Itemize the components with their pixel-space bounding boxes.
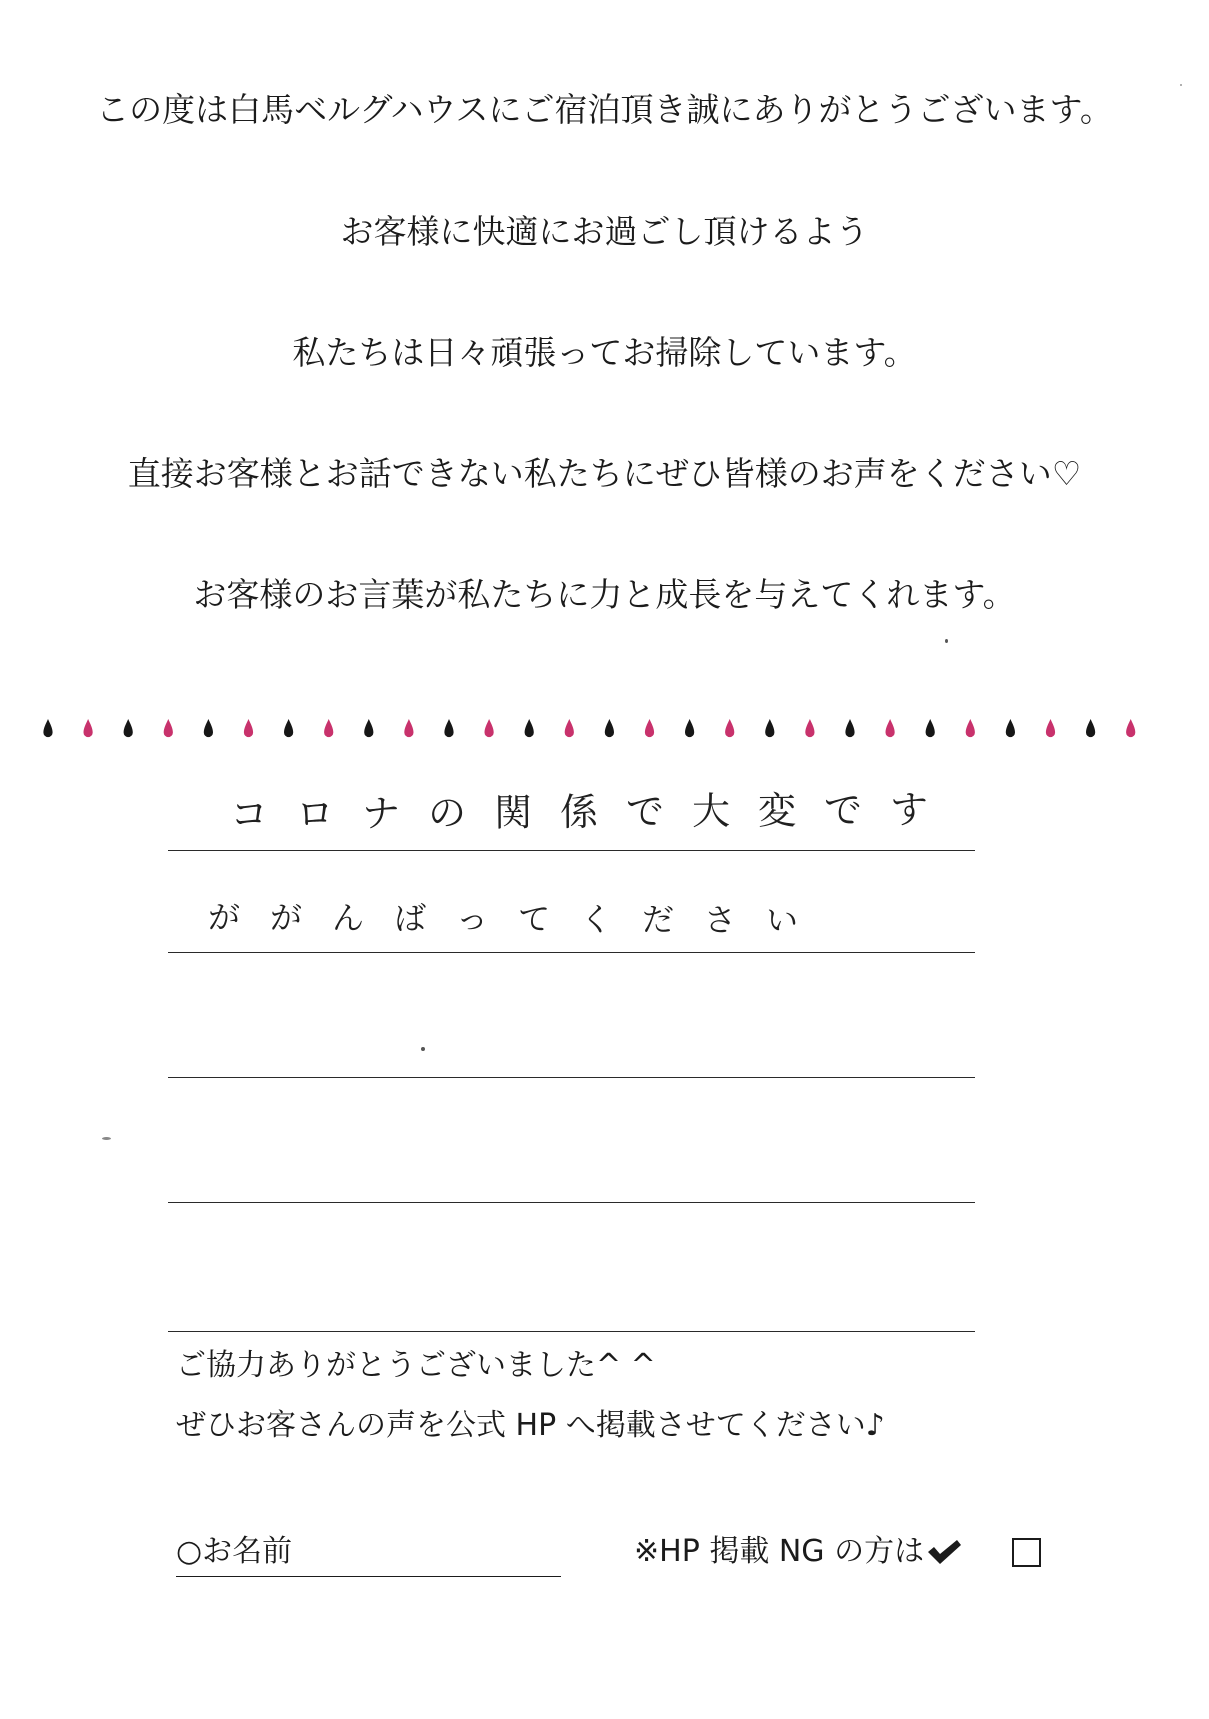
divider-dot bbox=[1086, 719, 1095, 737]
divider-dot bbox=[1126, 719, 1135, 737]
intro-line: この度は白馬ベルグハウスにご宿泊頂き誠にありがとうございます。 bbox=[96, 90, 1113, 129]
divider-dot bbox=[284, 719, 293, 737]
intro-line: 私たちは日々頑張ってお掃除しています。 bbox=[292, 333, 917, 372]
divider-dot bbox=[1006, 719, 1015, 737]
divider-dot bbox=[845, 719, 854, 737]
intro-line: お客様のお言葉が私たちに力と成長を与えてくれます。 bbox=[193, 575, 1016, 614]
dotted-divider bbox=[0, 716, 1209, 742]
divider-dot bbox=[765, 719, 774, 737]
handwritten-comment-line: コロナの関係で大変です bbox=[229, 787, 957, 837]
divider-dot bbox=[1046, 719, 1055, 737]
scan-speck bbox=[945, 639, 948, 643]
comment-writing-line bbox=[168, 1331, 975, 1332]
publish-request-message: ぜひお客さんの声を公式 HP へ掲載させてください♪ bbox=[176, 1408, 885, 1443]
divider-dot bbox=[926, 719, 935, 737]
divider-dot bbox=[244, 719, 253, 737]
comment-writing-line bbox=[168, 1202, 975, 1203]
divider-dot bbox=[124, 719, 133, 737]
divider-dot bbox=[164, 719, 173, 737]
divider-dot bbox=[886, 719, 895, 737]
hp-ng-checkbox[interactable] bbox=[1012, 1538, 1041, 1567]
divider-dot bbox=[645, 719, 654, 737]
divider-dot bbox=[364, 719, 373, 737]
hp-ng-label: ※HP 掲載 NG の方は bbox=[634, 1534, 925, 1569]
divider-dot bbox=[966, 719, 975, 737]
divider-dot bbox=[404, 719, 413, 737]
hp-ng-option bbox=[634, 1532, 1041, 1572]
divider-dot bbox=[805, 719, 814, 737]
scan-speck bbox=[421, 1047, 425, 1051]
divider-dot bbox=[444, 719, 453, 737]
divider-dot bbox=[43, 719, 52, 737]
thanks-message: ご協力ありがとうございました^ ^ bbox=[176, 1348, 656, 1383]
scan-speck bbox=[1180, 84, 1182, 86]
intro-line: お客様に快適にお過ごし頂けるよう bbox=[340, 212, 869, 251]
comment-writing-line bbox=[168, 1077, 975, 1078]
divider-dot bbox=[605, 719, 614, 737]
divider-dot bbox=[204, 719, 213, 737]
comment-writing-line bbox=[168, 850, 975, 851]
scan-speck bbox=[102, 1137, 111, 1140]
divider-dot bbox=[725, 719, 734, 737]
divider-dot bbox=[324, 719, 333, 737]
name-field[interactable] bbox=[176, 1576, 561, 1577]
intro-line: 直接お客様とお話できない私たちにぜひ皆様のお声をください♡ bbox=[127, 454, 1082, 493]
divider-dot bbox=[84, 719, 93, 737]
divider-dot bbox=[525, 719, 534, 737]
divider-dot bbox=[565, 719, 574, 737]
divider-dot bbox=[485, 719, 494, 737]
comment-writing-line bbox=[168, 952, 975, 953]
check-mark-icon bbox=[926, 1538, 962, 1566]
name-field-label: ○お名前 bbox=[176, 1534, 293, 1569]
handwritten-comment-line: ががんばってください bbox=[207, 898, 829, 940]
divider-dot bbox=[685, 719, 694, 737]
